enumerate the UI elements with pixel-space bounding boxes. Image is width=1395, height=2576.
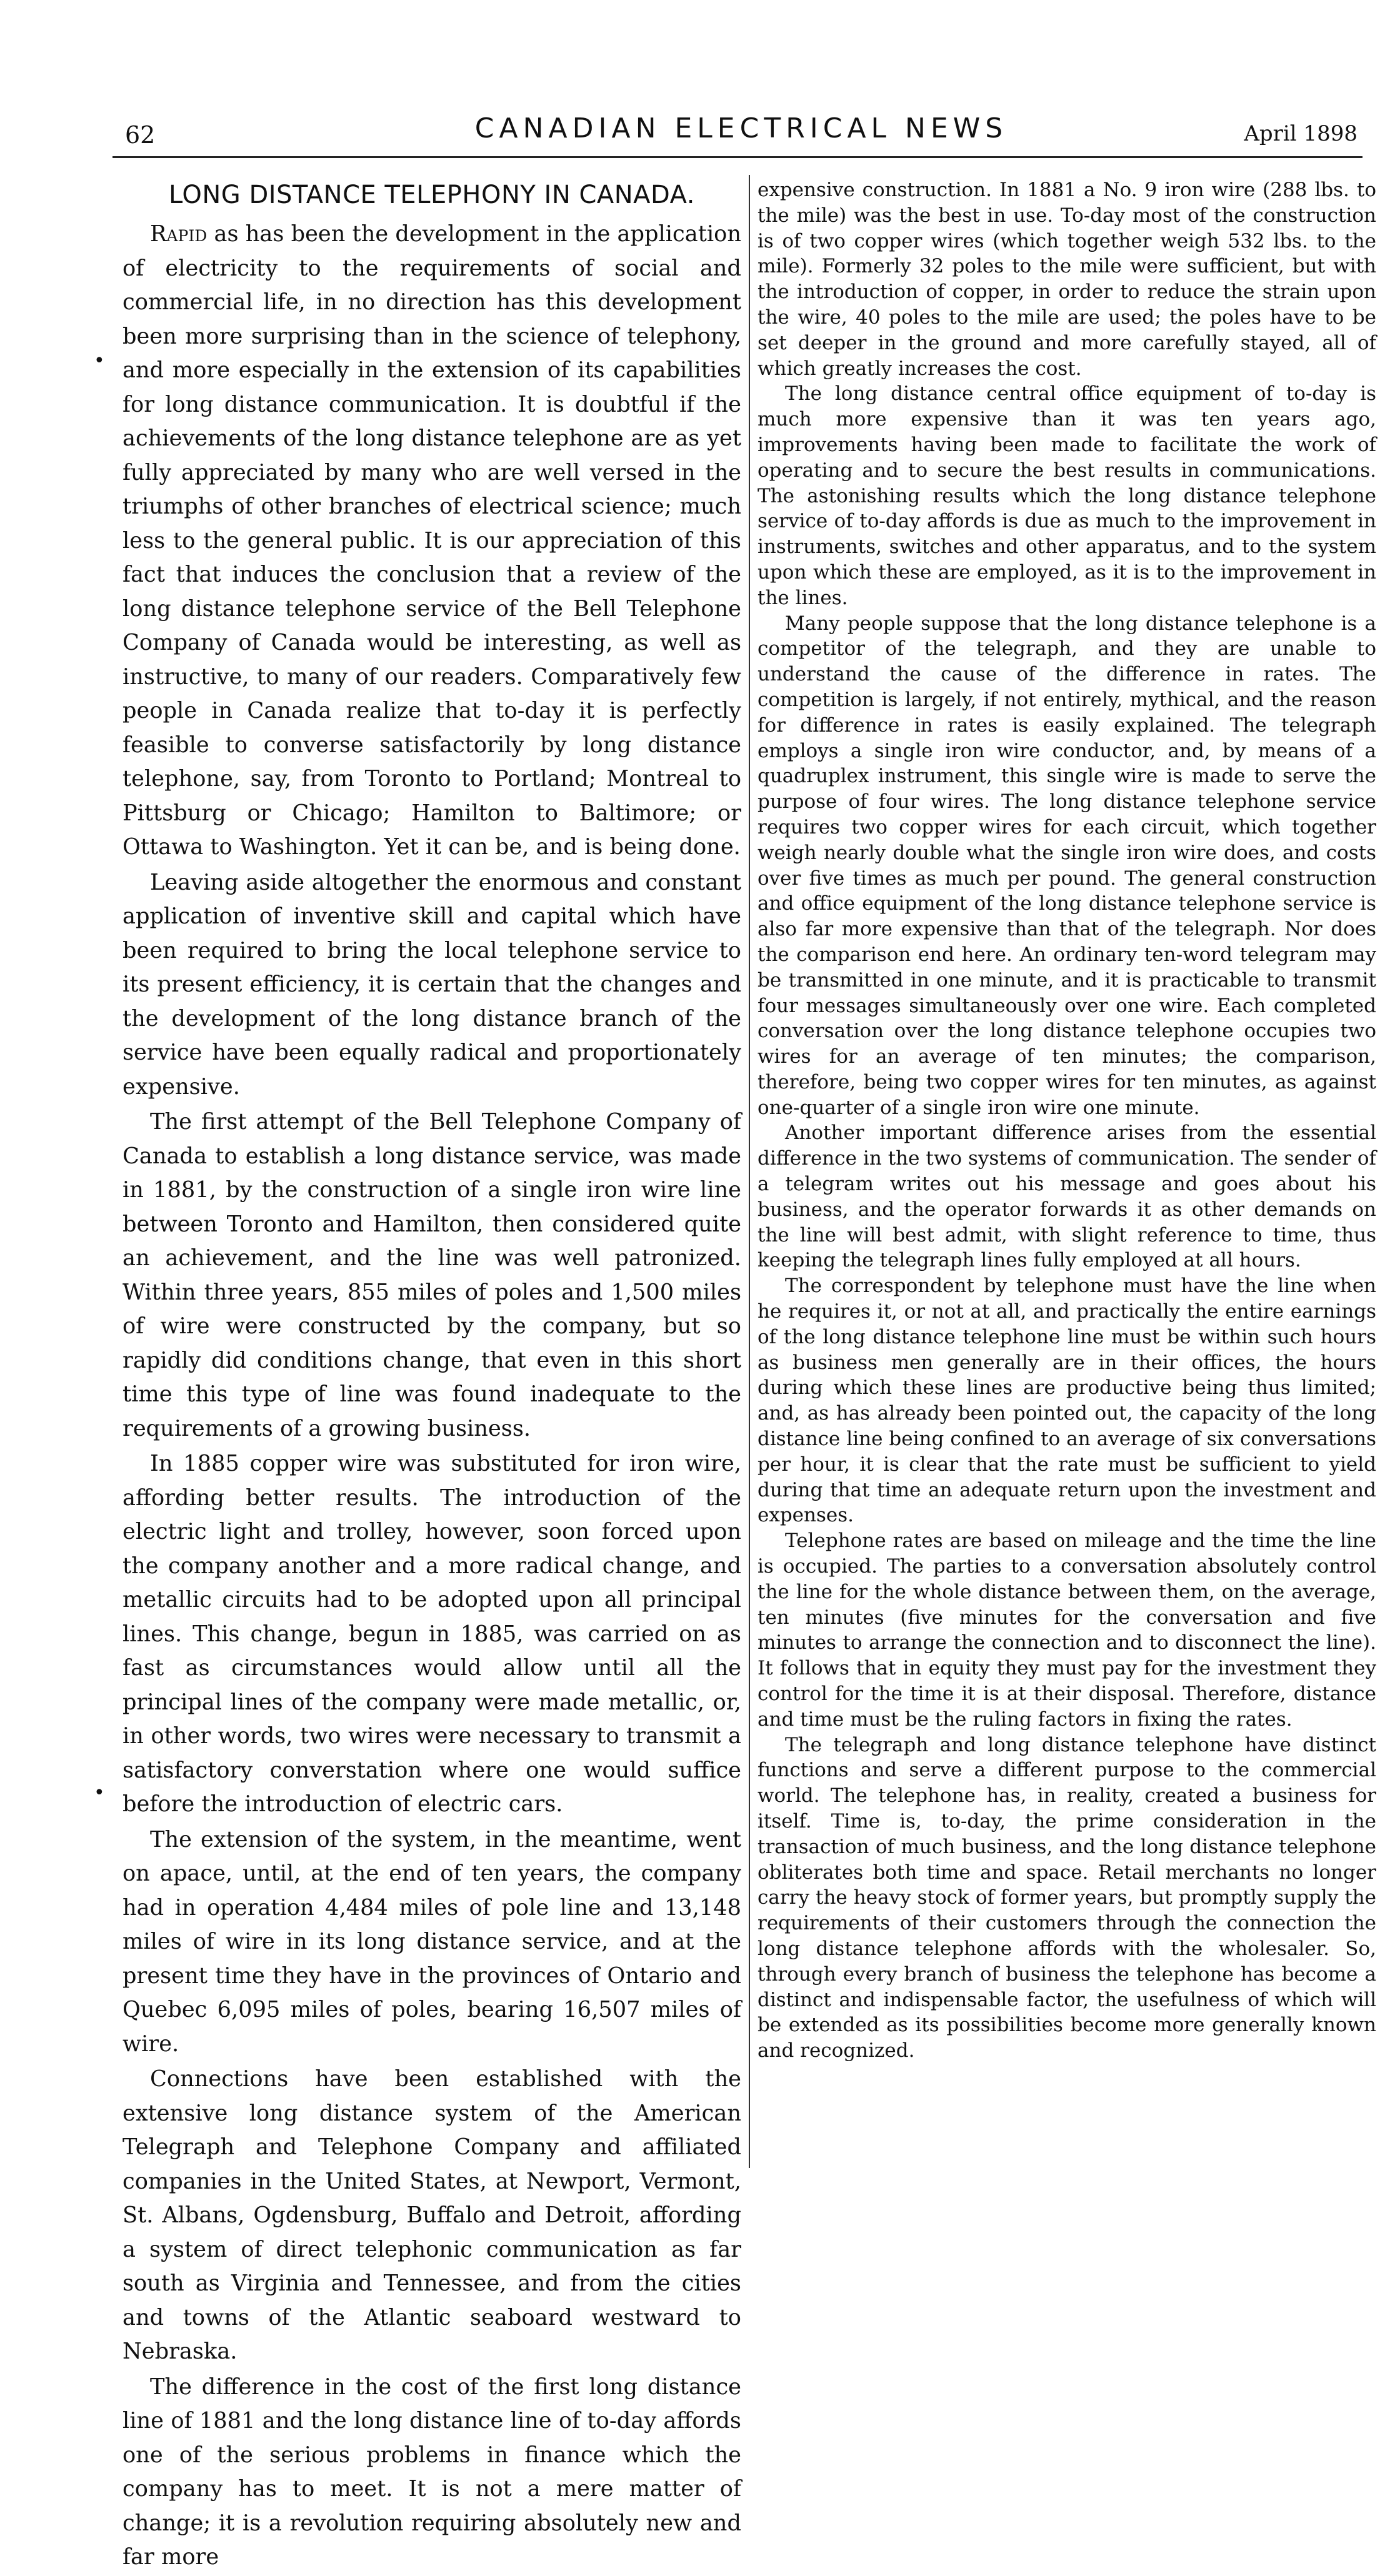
paragraph-14: The telegraph and long distance telephone have distinct functions and serve a different purpose to the commercial world. The telephone has, in reality, created a business for itself. Time is, to-day, the prime consideration in the transaction of much business, and the long distance telephone obliterates both time and space. Retail merchants no longer carry the heavy stock of former years, but promptly supply the requirements of their customers through the connection the long distance telephone affords with the wholesaler. So, through every branch of business the telephone has become a distinct and indispensable factor, the usefulness of which will be extended as its possibilities become more generally known and recognized. xyxy=(758,1733,1376,2062)
paragraph-13: Telephone rates are based on mileage and the time the line is occupied. The parties to a conversation absolutely control the line for the whole distance between them, on the average, ten minutes (five minutes for the conversation and five minutes to arrange the connection and to disconnect the line). It follows that in equity they must pay for the investment they control for the time it is at their disposal. Therefore, distance and time must be the ruling factors in fixing the rates. xyxy=(758,1529,1376,1731)
page-header xyxy=(100,112,1382,150)
paragraph-6: Connections have been established with the extensive long distance system of the American Telegraph and Telephone Company and affiliated companies in the United States, at Newport, Vermont, St. Albans, Ogdensburg, Buffalo and Detroit, affording a system of direct telephonic communication as far south as Virginia and Tennessee, and from the cities and towns of the Atlantic seaboard westward to Nebraska. xyxy=(122,2066,741,2364)
paragraph-2: Leaving aside altogether the enormous and constant application of inventive skill and capital which have been required to bring the local telephone service to its present efficiency, it is certain that the changes and the development of the long distance branch of the service have been equally radical and proportionately expensive. xyxy=(122,869,741,1100)
header-rule xyxy=(112,156,1362,158)
publication-title: CANADIAN ELECTRICAL NEWS xyxy=(474,112,1008,144)
column-divider xyxy=(749,175,750,2168)
margin-mark: • xyxy=(94,1782,105,1804)
paragraph-5: The extension of the system, in the meantime, went on apace, until, at the end of ten years, the company had in operation 4,484 miles of pole line and 13,148 miles of wire in its long distance service, and at the present time they have in the provinces of Ontario and Quebec 6,095 miles of poles, bearing 16,507 miles of wire. xyxy=(122,1826,741,2057)
page-number: 62 xyxy=(125,121,156,149)
paragraph-1 xyxy=(122,217,741,865)
article-title: LONG DISTANCE TELEPHONY IN CANADA. xyxy=(169,181,695,209)
paragraph-10: Many people suppose that the long distance telephone is a competitor of the telegraph, and they are unable to understand the cause of the difference in rates. The competition is largely, if not entirely, mythical, and the reason for difference in rates is easily explained. The telegraph employs a single iron wire conductor, and, by means of a quadruplex instrument, this single wire is made to serve the purpose of four wires. The long distance telephone service requires two copper wires for each circuit, which together weigh nearly double what the single iron wire does, and costs over five times as much per pound. The general construction and office equipment of the long distance telephone service is also far more expensive than that of the telegraph. Nor does the comparison end here. An ordinary ten-word telegram may be transmitted in one minute, and it is practicable to transmit four messages simultaneously over one wire. Each completed conversation over the long distance telephone occupies two wires for an average of ten minutes; the comparison, therefore, being two copper wires for ten minutes, as against one-quarter of a single iron wire one minute. xyxy=(758,612,1376,1119)
left-column xyxy=(122,177,741,2576)
paragraph-7: The difference in the cost of the first long distance line of 1881 and the long distance line of to-day affords one of the serious problems in finance which the company has to meet. It is not a mere matter of change; it is a revolution requiring absolutely new and far more xyxy=(122,2374,741,2570)
paragraph-8: expensive construction. In 1881 a No. 9 iron wire (288 lbs. to the mile) was the best in use. To-day most of the construction is of two copper wires (which together weigh 532 lbs. to the mile). Formerly 32 poles to the mile were sufficient, but with the introduction of copper, in order to reduce the strain upon the wire, 40 poles to the mile are used; the poles have to be set deeper in the ground and more carefully stayed, all of which greatly increases the cost. xyxy=(758,179,1376,380)
paragraph-1-text: as has been the development in the application of electricity to the requirements of social and commercial life, in no direction has this development been more surprising than in the science of telephony, and more especially in the extension of its capabilities for long distance communication. It is doubtful if the achievements of the long distance telephone are as yet fully appreciated by many who are well versed in the triumphs of other branches of electrical science; much less to the general public. It is our appreciation of this fact that induces the conclusion that a review of the long distance telephone service of the Bell Telephone Company of Canada would be interesting, as well as instructive, to many of our readers. Comparatively few people in Canada realize that to-day it is perfectly feasible to converse satisfactorily by long distance telephone, say, from Toronto to Portland; Montreal to Pittsburg or Chicago; Hamilton to Baltimore; or Ottawa to Washington. Yet it can be, and is being done. xyxy=(122,221,741,860)
paragraph-9: The long distance central office equipment of to-day is much more expensive than it was ten years ago, improvements having been made to facilitate the work of operating and to secure the best results in communications. The astonishing results which the long distance telephone service of to-day affords is due as much to the improvement in instruments, switches and other apparatus, and to the system upon which these are employed, as it is to the improvement in the lines. xyxy=(758,382,1376,609)
paragraph-11: Another important difference arises from the essential difference in the two systems of communication. The sender of a telegram writes out his message and goes about his business, and the operator forwards it as other demands on the line will best admit, with slight reference to time, thus keeping the telegraph lines fully employed at all hours. xyxy=(758,1121,1376,1272)
right-column xyxy=(758,177,1376,2064)
margin-mark: • xyxy=(94,350,105,372)
paragraph-3: The first attempt of the Bell Telephone Company of Canada to establish a long distance service, was made in 1881, by the construction of a single iron wire line between Toronto and Hamilton, then considered quite an achievement, and the line was well patronized. Within three years, 855 miles of poles and 1,500 miles of wire were constructed by the company, but so rapidly did conditions change, that even in this short time this type of line was found inadequate to the requirements of a growing business. xyxy=(122,1109,741,1441)
issue-date: April 1898 xyxy=(1244,121,1358,146)
paragraph-12: The correspondent by telephone must have the line when he requires it, or not at all, and practically the entire earnings of the long distance telephone line must be within such hours as business men generally are in their offices, the hours during which these lines are productive being thus limited; and, as has already been pointed out, the capacity of the long distance line being confined to an average of six conversations per hour, it is clear that the rate must be sufficient to yield during that time an adequate return upon the investment and expenses. xyxy=(758,1275,1376,1527)
drop-word: Rapid xyxy=(150,221,208,247)
paragraph-4: In 1885 copper wire was substituted for iron wire, affording better results. The introduction of the electric light and trolley, however, soon forced upon the company another and a more radical change, and metallic circuits had to be adopted upon all principal lines. This change, begun in 1885, was carried on as fast as circumstances would allow until all the principal lines of the company were made metallic, or, in other words, two wires were necessary to transmit a satisfactory converstation where one would suffice before the introduction of electric cars. xyxy=(122,1451,741,1817)
